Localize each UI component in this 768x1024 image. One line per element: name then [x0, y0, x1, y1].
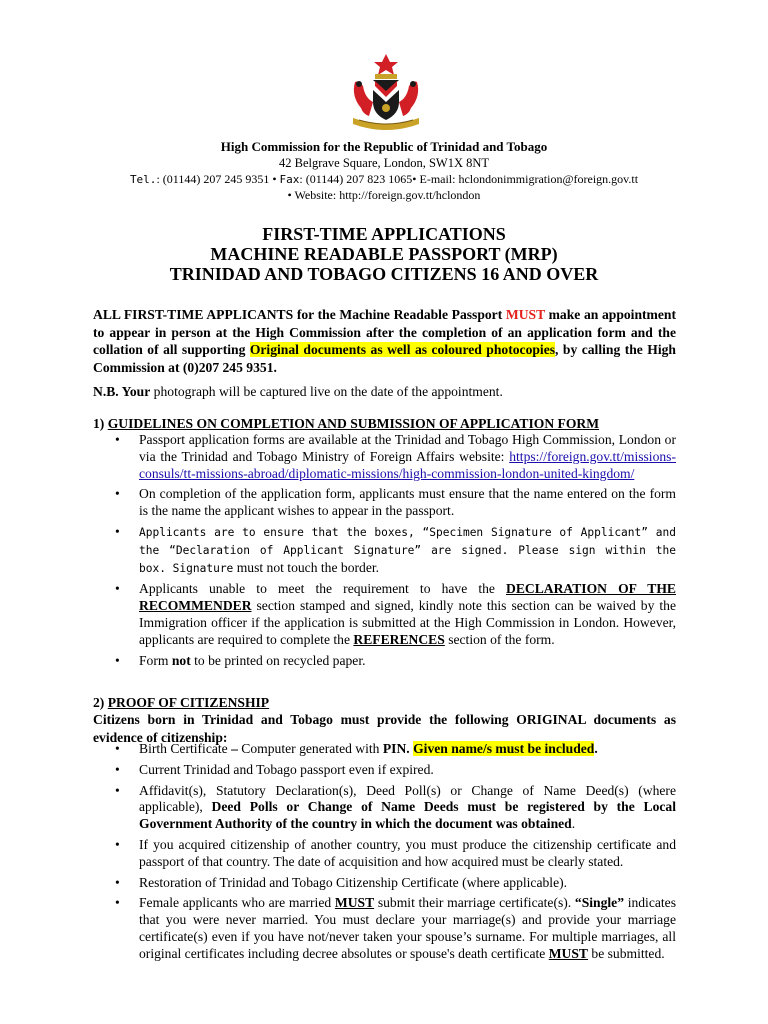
bullet-icon: •	[115, 581, 120, 597]
citizenship-1-dash: –	[231, 741, 238, 756]
section-2-title: PROOF OF CITIZENSHIP	[107, 695, 270, 710]
list-item	[93, 837, 676, 871]
nb-text: photograph will be captured live on the date of the appointment.	[150, 384, 503, 399]
intro-paragraph	[93, 306, 676, 376]
list-item	[93, 653, 676, 670]
fax-label: Fax	[279, 173, 300, 186]
list-item	[93, 524, 676, 577]
citizenship-5-text: Restoration of Trinidad and Tobago Citizenship Certificate (where applicable).	[139, 874, 568, 890]
title-line-2: MACHINE READABLE PASSPORT (MRP)	[210, 244, 558, 264]
bullet-icon: •	[115, 874, 120, 890]
bullet-icon: •	[115, 652, 120, 668]
guideline-3-text: Applicants are to ensure that the boxes, “Specimen Signature of Applicant” and the “Declaration of Applicant Signature” are signed. Please sign within the box. Signature	[139, 525, 676, 575]
intro-text-2: make an appointment to appear in person at the High Commission after the completion of an application form and the collation of all supporting	[93, 307, 676, 357]
bullet-icon: •	[115, 741, 120, 756]
section-1-title: GUIDELINES ON COMPLETION AND SUBMISSION OF APPLICATION FORM	[107, 416, 600, 431]
citizenship-6-text-a: Female applicants who are married	[139, 895, 335, 911]
guideline-5-text-a: Form	[139, 652, 172, 668]
guideline-4-text-c: section of the form.	[444, 631, 555, 647]
bullet-icon: •	[115, 486, 120, 502]
pin-term: PIN.	[382, 741, 410, 756]
section-1-number: 1)	[93, 416, 108, 431]
guideline-3-text-end: must not touch the border.	[236, 559, 380, 575]
commission-website: • Website: http://foreign.gov.tt/hclondon	[287, 188, 481, 202]
guideline-5-text-b: to be printed on recycled paper.	[190, 652, 366, 668]
list-item	[93, 581, 676, 648]
declaration-recommender-term: DECLARATION OF THE RECOMMENDER	[139, 581, 676, 614]
citizenship-1-period: .	[594, 741, 598, 756]
list-item	[93, 895, 676, 962]
list-item	[93, 762, 676, 779]
citizenship-1-text-b: Computer generated with	[237, 741, 383, 756]
nb-note	[93, 383, 676, 401]
citizenship-2-text: Current Trinidad and Tobago passport even if expired.	[139, 761, 434, 777]
intro-text-3: , by calling the High Commission at (0)207 245 9351.	[93, 342, 676, 375]
bullet-icon: •	[115, 761, 120, 777]
guideline-1-text: Passport application forms are available at the Trinidad and Tobago High Commission, London or via the Trinidad and Tobago Ministry of Foreign Affairs website:	[139, 432, 676, 464]
tel-value: : (01144) 207 245 9351 •	[156, 172, 280, 186]
bullet-icon: •	[115, 432, 120, 447]
title-line-1: FIRST-TIME APPLICATIONS	[262, 224, 506, 244]
citizenship-3-text: Affidavit(s), Statutory Declaration(s), Deed Poll(s) or Change of Name Deed(s) (where applicable),	[139, 782, 676, 815]
citizenship-1-text-a: Birth Certificate	[139, 741, 232, 756]
citizenship-3-period: .	[571, 816, 576, 832]
citizenship-6-text-d: be submitted.	[588, 945, 665, 961]
bullet-icon: •	[115, 523, 120, 539]
coat-of-arms-icon	[345, 52, 427, 134]
intro-text-1: ALL FIRST-TIME APPLICANTS for the Machine Readable Passport	[93, 307, 506, 322]
section-1-heading	[93, 415, 599, 433]
citizenship-6-text-b: submit their marriage certificate(s).	[374, 895, 575, 911]
single-term: “Single”	[574, 895, 624, 911]
fax-email-value: : (01144) 207 823 1065• E-mail: hclondonimmigration@foreign.gov.tt	[299, 172, 639, 186]
mfa-website-link[interactable]: https://foreign.gov.tt/missions-consuls/tt-missions-abroad/diplomatic-missions/high-commission-london-united-kingdom/	[139, 448, 676, 481]
tel-label: Tel.	[129, 173, 157, 186]
guideline-2-text: On completion of the application form, applicants must ensure that the name entered on the form is the name the applicant wishes to appear in the passport.	[139, 486, 676, 519]
guidelines-list	[93, 432, 676, 673]
bullet-icon: •	[115, 782, 120, 798]
bullet-icon: •	[115, 895, 120, 911]
not-emphasis: not	[171, 652, 191, 668]
must-term-2: MUST	[548, 945, 588, 961]
guideline-4-text-a: Applicants unable to meet the requirement to have the	[139, 581, 507, 597]
bullet-icon: •	[115, 836, 120, 852]
given-names-highlight: Given name/s must be included	[413, 741, 595, 756]
citizenship-documents-list	[93, 741, 676, 967]
commission-contact	[0, 171, 768, 188]
original-documents-highlight: Original documents as well as coloured photocopies	[249, 342, 556, 357]
list-item	[93, 432, 676, 482]
list-item	[93, 783, 676, 833]
commission-address: 42 Belgrave Square, London, SW1X 8NT	[278, 156, 490, 170]
citizenship-intro: Citizens born in Trinidad and Tobago must provide the following ORIGINAL documents as evidence of citizenship:	[93, 712, 676, 745]
section-2-number: 2)	[93, 695, 108, 710]
guideline-4-text-b: section stamped and signed, kindly note this section can be waived by the Immigration officer if the application is submitted at the High Commission in London. However, applicants are required to complete the	[139, 598, 676, 647]
section-2-heading	[93, 694, 269, 712]
citizenship-6-text-c: indicates that you were never married. You must declare your marriage(s) and provide your marriage certificate(s) even if you have not/never taken your spouse’s surname. For multiple marriages, all original certificates including decree absolutes or spouse's death certificate	[139, 895, 677, 961]
list-item	[93, 486, 676, 520]
title-line-3: TRINIDAD AND TOBAGO CITIZENS 16 AND OVER	[169, 264, 599, 284]
deed-poll-requirement: Deed Polls or Change of Name Deeds must be registered by the Local Government Authority of the country in which the document was obtained	[139, 799, 676, 832]
citizenship-4-text: If you acquired citizenship of another country, you must produce the citizenship certificate and passport of that country. The date of acquisition and how acquired must be clearly stated.	[139, 836, 676, 869]
commission-name: High Commission for the Republic of Trinidad and Tobago	[220, 139, 548, 154]
list-item	[93, 741, 676, 758]
must-term: MUST	[334, 895, 375, 911]
list-item	[93, 875, 676, 892]
nb-label: N.B. Your	[93, 384, 151, 399]
references-term: REFERENCES	[353, 631, 445, 647]
must-emphasis: MUST	[505, 307, 545, 322]
